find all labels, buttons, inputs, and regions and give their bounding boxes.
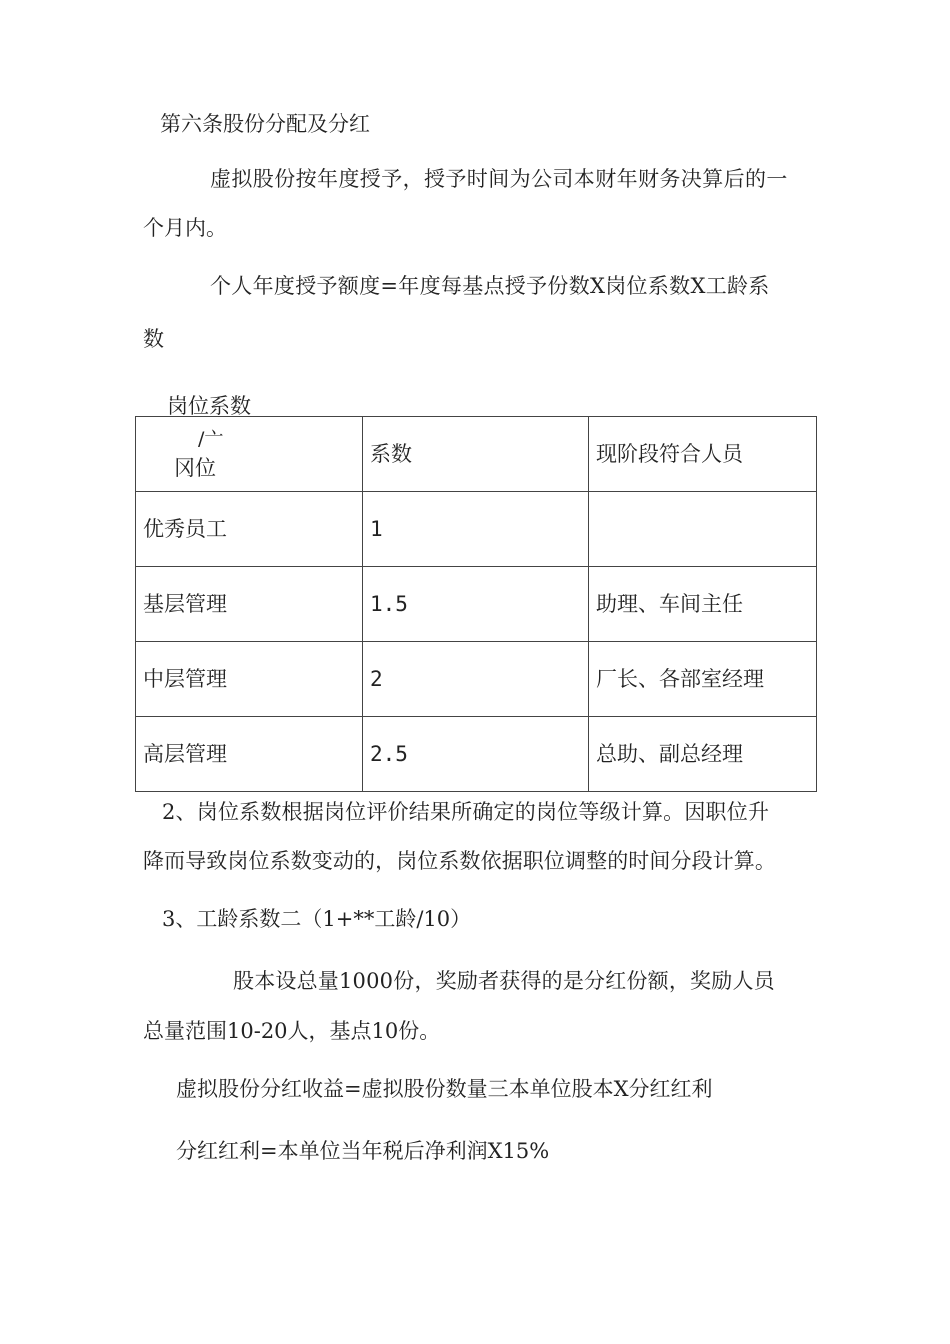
table-row <box>136 642 817 717</box>
formula-individual-line1: 个人年度授予额度=年度每基点授予份数X岗位系数X工龄系 <box>210 274 770 298</box>
row-people-cell: 厂长、各部室经理 <box>589 642 817 717</box>
row-people-cell <box>589 492 817 567</box>
formula-individual-line2: 数 <box>143 327 164 351</box>
header-post-mark: /亠 <box>198 428 224 450</box>
note-post-coef-line2: 降而导致岗位系数变动的，岗位系数依据职位调整的时间分段计算。 <box>143 849 776 873</box>
table-header-row <box>136 417 817 492</box>
table-row <box>136 567 817 642</box>
row-post-cell: 中层管理 <box>136 642 363 717</box>
row-post-cell: 高层管理 <box>136 717 363 792</box>
paragraph-grant-line2: 个月内。 <box>143 216 227 240</box>
row-coef-cell: 2.5 <box>363 717 589 792</box>
row-people-cell: 助理、车间主任 <box>589 567 817 642</box>
paragraph-equity-line1: 股本设总量1000份，奖励者获得的是分红份额，奖励人员 <box>233 969 775 993</box>
section-heading: 第六条股份分配及分红 <box>160 112 370 136</box>
note-post-coef-line1: 2、岗位系数根据岗位评价结果所确定的岗位等级计算。因职位升 <box>162 800 770 824</box>
table-row <box>136 717 817 792</box>
header-people-cell: 现阶段符合人员 <box>589 417 817 492</box>
post-coefficient-table <box>135 416 817 792</box>
row-coef-cell: 1 <box>363 492 589 567</box>
row-post-cell: 优秀员工 <box>136 492 363 567</box>
row-coef-cell: 2 <box>363 642 589 717</box>
formula-dividend-bonus: 分红红利=本单位当年税后净利润X15% <box>176 1139 550 1163</box>
header-post-cell <box>136 417 363 492</box>
table-caption: 岗位系数 <box>167 394 251 418</box>
table-row <box>136 492 817 567</box>
row-post-cell: 基层管理 <box>136 567 363 642</box>
header-post-label: 冈位 <box>174 456 216 480</box>
note-seniority-coef: 3、工龄系数二（1+**工龄/10） <box>162 907 472 931</box>
paragraph-grant-line1: 虚拟股份按年度授予，授予时间为公司本财年财务决算后的一 <box>210 167 788 191</box>
row-coef-cell: 1.5 <box>363 567 589 642</box>
row-people-cell: 总助、副总经理 <box>589 717 817 792</box>
paragraph-equity-line2: 总量范围10-20人，基点10份。 <box>143 1019 441 1043</box>
formula-dividend-income: 虚拟股份分红收益=虚拟股份数量三本单位股本X分红红利 <box>176 1077 713 1101</box>
header-coef-cell: 系数 <box>363 417 589 492</box>
